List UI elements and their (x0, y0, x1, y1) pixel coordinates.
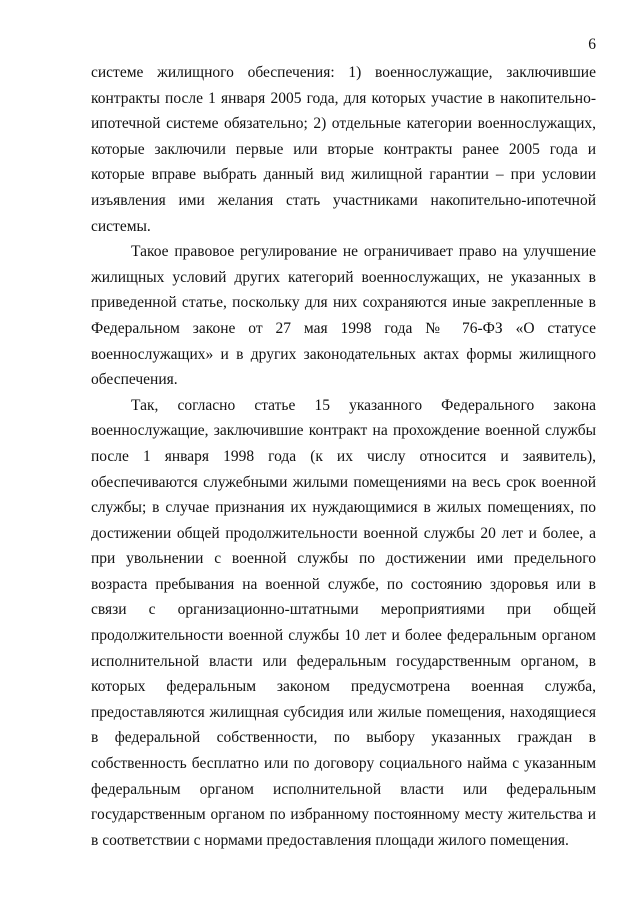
paragraph-article-15: Так, согласно статье 15 указанного Федерального закона военнослужащие, заключившие контракт на прохождение военной службы после 1 января 1998 года (к их числу относится и заявитель), обеспечиваются служебными жилыми помещениями на весь срок военной службы; в случае признания их нуждающимися в жилых помещениях, по достижении общей продолжительности военной службы 20 лет и более, а при увольнении с военной службы по достижении ими предельного возраста пребывания на военной службе, по состоянию здоровья или в связи с организационно-штатными мероприятиями при общей продолжительности военной службы 10 лет и более федеральным органом исполнительной власти или федеральным государственным органом, в которых федеральным законом предусмотрена военная служба, предоставляются жилищная субсидия или жилые помещения, находящиеся в федеральной собственности, по выбору указанных граждан в собственность бесплатно или по договору социального найма с указанным федеральным органом исполнительной власти или федеральным государственным органом по избранному постоянному месту жительства и в соответствии с нормами предоставления площади жилого помещения. (91, 396, 596, 849)
page-number: 6 (588, 36, 596, 53)
paragraph-legal-regulation: Такое правовое регулирование не ограничивает право на улучшение жилищных условий других категорий военнослужащих, не указанных в приведенной статье, поскольку для них сохраняются иные закрепленные в Федеральном законе от 27 мая 1998 года № 76-ФЗ «О статусе военнослужащих» и в других законодательных актах формы жилищного обеспечения. (91, 243, 596, 389)
document-body (91, 60, 596, 853)
paragraph-continuation: системе жилищного обеспечения: 1) военнослужащие, заключившие контракты после 1 января 2005 года, для которых участие в накопительно-ипотечной системе обязательно; 2) отдельные категории военнослужащих, которые заключили первые или вторые контракты ранее 2005 года и которые вправе выбрать данный вид жилищной гарантии – при условии изъявления ими желания стать участниками накопительно-ипотечной системы. (91, 64, 596, 235)
